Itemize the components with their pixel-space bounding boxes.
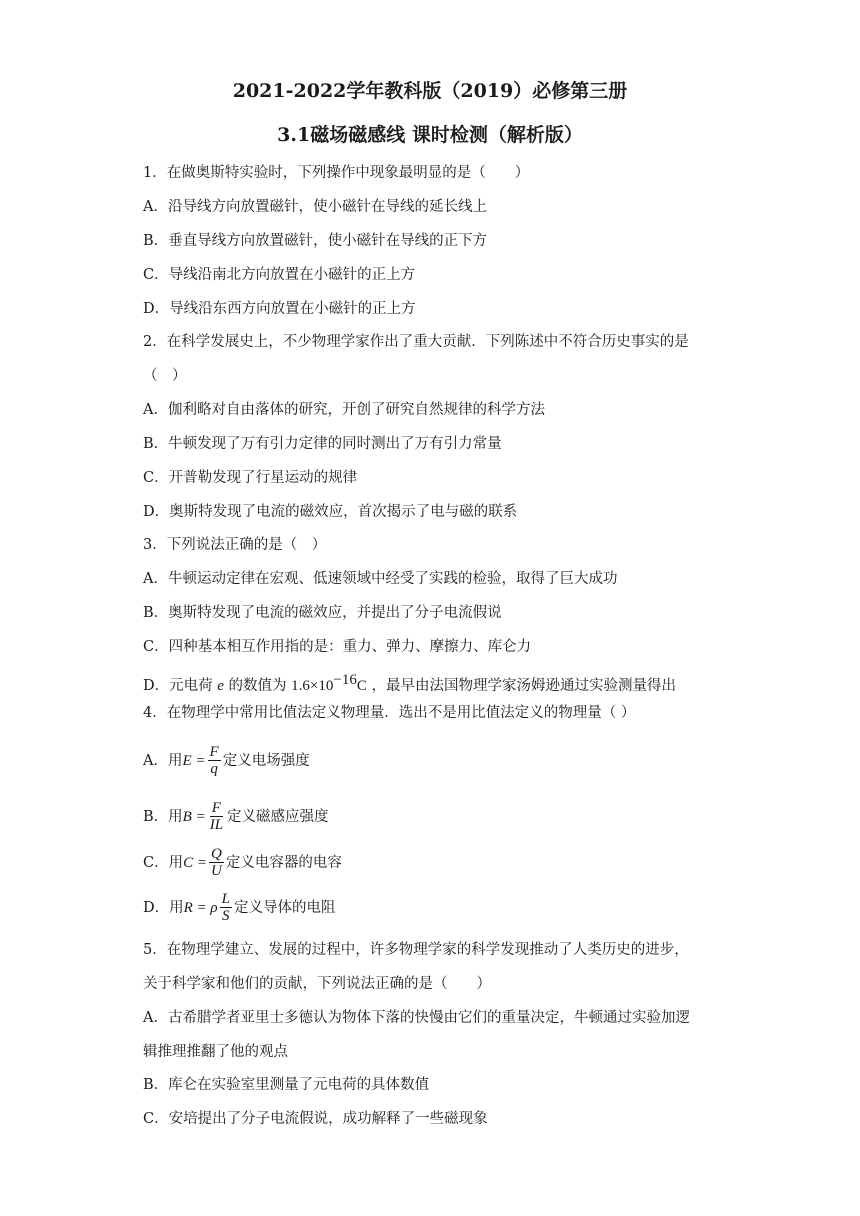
q4-d-lhs: R = ρ: [183, 899, 218, 916]
q4-d-denominator: S: [222, 908, 230, 924]
q4-b-denominator: IL: [209, 817, 224, 833]
q1-stem: 1．在做奥斯特实验时，下列操作中现象最明显的是（ ）: [143, 165, 530, 181]
q5-option-c: C．安培提出了分子电流假说，成功解释了一些磁现象: [143, 1111, 488, 1127]
q4-a-fraction: [208, 744, 221, 777]
q4-c-prefix: C．用: [143, 854, 184, 871]
q4-d-fraction: [220, 891, 232, 924]
q5-option-a-cont: 辑推理推翻了他的观点: [143, 1044, 288, 1060]
q4-d-numerator: L: [221, 891, 230, 907]
q4-a-denominator: q: [210, 761, 218, 777]
q5-stem-cont: 关于科学家和他们的贡献，下列说法正确的是（ ）: [143, 976, 491, 992]
q4-a-suffix: 定义电场强度: [222, 752, 310, 769]
q5-option-a: A．古希腊学者亚里士多德认为物体下落的快慢由它们的重量决定，牛顿通过实验加逻: [143, 1010, 690, 1026]
q4-option-d: [143, 891, 335, 924]
document-subtitle: 3.1磁场磁感线 课时检测（解析版）: [277, 124, 583, 146]
q4-d-prefix: D．用: [143, 899, 184, 916]
q2-option-c: C．开普勒发现了行星运动的规律: [143, 470, 358, 486]
q4-c-lhs: C =: [183, 854, 207, 871]
q2-option-a: A．伽利略对自由落体的研究，开创了研究自然规律的科学方法: [143, 402, 545, 418]
q3-stem: 3．下列说法正确的是（ ）: [143, 537, 327, 553]
q4-option-c: [143, 846, 342, 879]
q1-option-d: D．导线沿东西方向放置在小磁针的正上方: [143, 301, 416, 317]
q4-b-prefix: B．用: [143, 808, 183, 825]
q3-d-mid: 的数值为: [228, 677, 287, 694]
q4-option-a: [143, 744, 310, 777]
q2-stem: 2．在科学发展史上，不少物理学家作出了重大贡献．下列陈述中不符合历史事实的是: [143, 334, 689, 350]
q3-d-value: 1.6×10: [291, 677, 334, 694]
q2-stem-cont: （ ）: [143, 368, 187, 384]
q3-option-b: B．奥斯特发现了电流的磁效应，并提出了分子电流假说: [143, 605, 502, 621]
q2-option-d: D．奥斯特发现了电流的磁效应，首次揭示了电与磁的联系: [143, 504, 518, 520]
q1-option-b: B．垂直导线方向放置磁针，使小磁针在导线的正下方: [143, 233, 488, 249]
q4-a-prefix: A．用: [143, 752, 183, 769]
q4-b-numerator: F: [211, 800, 221, 816]
q3-d-prefix: D．元电荷: [143, 677, 213, 694]
q4-d-suffix: 定义导体的电阻: [233, 899, 336, 916]
q3-d-var: e: [217, 677, 224, 694]
q4-b-lhs: B =: [182, 808, 206, 825]
q4-b-suffix: 定义磁感应强度: [227, 808, 329, 825]
q4-a-lhs: E =: [182, 752, 206, 769]
document-title: 2021-2022学年教科版（2019）必修第三册: [232, 80, 628, 102]
q3-option-a: A．牛顿运动定律在宏观、低速领域中经受了实践的检验，取得了巨大成功: [143, 571, 618, 587]
q3-option-c: C．四种基本相互作用指的是：重力、弹力、摩擦力、库仑力: [143, 639, 532, 655]
q3-d-exp: −16: [333, 672, 357, 688]
q1-option-c: C．导线沿南北方向放置在小磁针的正上方: [143, 267, 416, 283]
q5-option-b: B．库仑在实验室里测量了元电荷的具体数值: [143, 1077, 430, 1093]
q4-c-suffix: 定义电容器的电容: [225, 854, 342, 871]
q4-c-fraction: [209, 846, 224, 879]
q2-option-b: B．牛顿发现了万有引力定律的同时测出了万有引力常量: [143, 436, 502, 452]
q4-option-b: [143, 800, 329, 833]
q4-a-numerator: F: [209, 744, 219, 760]
q4-c-denominator: U: [211, 863, 222, 879]
q4-b-fraction: [208, 800, 225, 833]
q1-option-a: A．沿导线方向放置磁针，使小磁针在导线的延长线上: [143, 199, 487, 215]
q5-stem: 5．在物理学建立、发展的过程中，许多物理学家的科学发现推动了人类历史的进步，: [143, 942, 689, 958]
q3-d-suffix: ，最早由法国物理学家汤姆逊通过实验测量得出: [371, 677, 676, 694]
q3-option-d: [143, 670, 676, 696]
q4-stem: 4．在物理学中常用比值法定义物理量．选出不是用比值法定义的物理量（ ）: [143, 705, 636, 721]
q4-c-numerator: Q: [211, 846, 222, 862]
q3-d-unit: C: [356, 677, 367, 694]
